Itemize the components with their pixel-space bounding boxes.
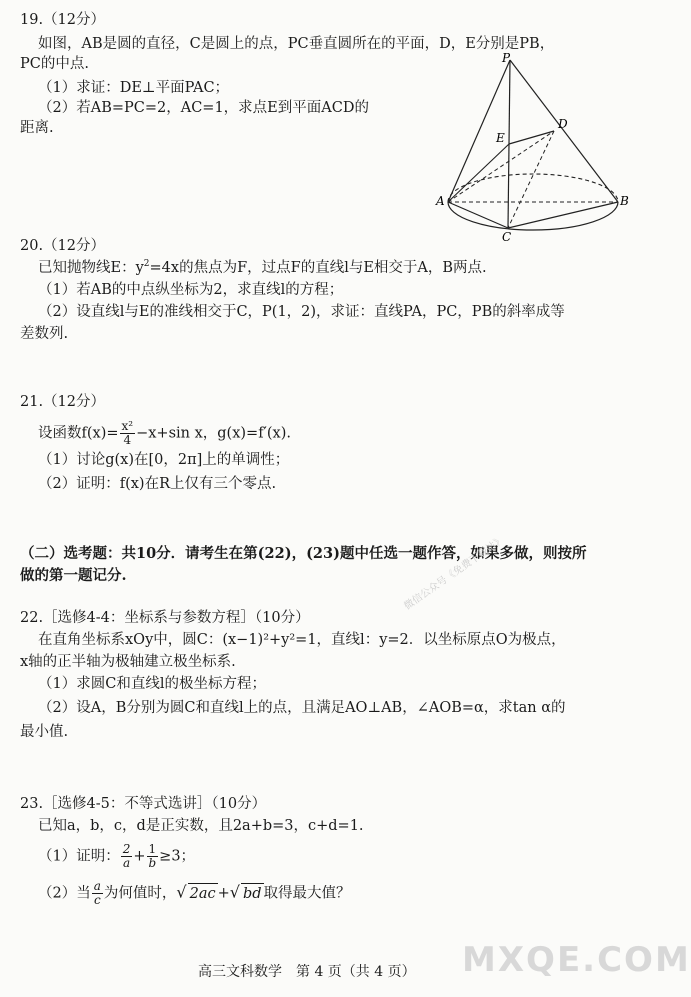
q20-part1: （1）若AB的中点纵坐标为2，求直线l的方程； <box>38 282 344 298</box>
q22-line1: 在直角坐标系xOy中，圆C：(x−1)²+y²=1，直线l：y=2．以坐标原点O为极点， <box>38 632 566 648</box>
edge-ED <box>509 131 554 144</box>
q21-part1: （1）讨论g(x)在[0，2π]上的单调性； <box>38 452 290 468</box>
q19-line1: 如图，AB是圆的直径，C是圆上的点，PC垂直圆所在的平面，D，E分别是PB， <box>38 36 555 52</box>
q23-part1: （1）证明： $\frac{2}{a}$ + $\frac{1}{b}$ ≥3； <box>38 842 196 870</box>
section-line1: （二）选考题：共10分．请考生在第(22)，(23)题中任选一题作答，如果多做，则按所 <box>20 545 587 562</box>
q19-part1: （1）求证：DE⊥平面PAC； <box>38 80 230 96</box>
q22-line2: x轴的正半轴为极轴建立极坐标系. <box>20 654 236 670</box>
edge-DC <box>508 131 554 228</box>
q19-header: 19.（12分） <box>20 12 106 28</box>
fraction-2-over-a: $\frac{2}{a}$ <box>122 842 131 870</box>
watermark-text: 微信公众号《免费下载站》 <box>402 534 507 613</box>
label-E: E <box>496 131 505 145</box>
sqrt-sign-icon: √ <box>176 882 187 902</box>
q21-header: 21.（12分） <box>20 394 106 410</box>
fraction-x2-over-4: $\frac{\text{x²}}{4}$ <box>121 419 134 447</box>
q21-line1: 设函数f(x)= $\frac{\text{x²}}{4}$ −x+sin x，g(x)=f′(x). <box>38 419 291 447</box>
fraction-a-over-c: $\frac{a}{c}$ <box>93 879 101 907</box>
q20-header: 20.（12分） <box>20 238 106 254</box>
circle-front-arc <box>448 202 618 230</box>
q22-part1: （1）求圆C和直线l的极坐标方程； <box>38 676 266 692</box>
edge-PB <box>510 60 618 202</box>
q22-part2b: 最小值. <box>20 724 69 740</box>
q22-header: 22.［选修4-4：坐标系与参数方程］（10分） <box>20 610 310 626</box>
q23-part2: （2）当 $\frac{a}{c}$ 为何值时，√ 2ac +√ bd 取得最大值？ <box>38 879 351 907</box>
geometry-figure <box>430 52 630 242</box>
q19-line2: PC的中点. <box>20 56 89 72</box>
sqrt-sign-icon: √ <box>229 882 240 902</box>
edge-AE <box>448 144 509 202</box>
q22-part2: （2）设A，B分别为圆C和直线l上的点，且满足AO⊥AB，∠AOB=α，求tan α的 <box>38 700 566 716</box>
q23-header: 23.［选修4-5：不等式选讲］（10分） <box>20 796 267 812</box>
q20-part2: （2）设直线l与E的准线相交于C，P(1，2)，求证：直线PA，PC，PB的斜率成等 <box>38 304 565 320</box>
q19-part2: （2）若AB=PC=2，AC=1，求点E到平面ACD的 <box>38 100 369 116</box>
q19-part2b: 距离. <box>20 120 54 136</box>
label-A: A <box>436 194 445 208</box>
label-B: B <box>620 194 629 208</box>
page-footer: 高三文科数学 第 4 页（共 4 页） <box>198 964 416 980</box>
q20-line1: 已知抛物线E：$y^2=4x$的焦点为F，过点F的直线l与E相交于A，B两点. <box>38 259 487 276</box>
label-C: C <box>502 230 512 244</box>
fraction-1-over-b: $\frac{1}{b}$ <box>148 842 157 870</box>
label-P: P <box>502 51 511 65</box>
label-D: D <box>558 117 568 131</box>
q20-part2b: 差数列. <box>20 326 69 342</box>
section-line2: 做的第一题记分. <box>20 567 127 584</box>
q23-line1: 已知a，b，c，d是正实数，且2a+b=3，c+d=1. <box>38 818 364 834</box>
q21-part2: （2）证明：f(x)在R上仅有三个零点. <box>38 476 277 492</box>
edge-CB <box>508 202 618 228</box>
watermark-logo: MXQE.COM <box>462 940 691 980</box>
